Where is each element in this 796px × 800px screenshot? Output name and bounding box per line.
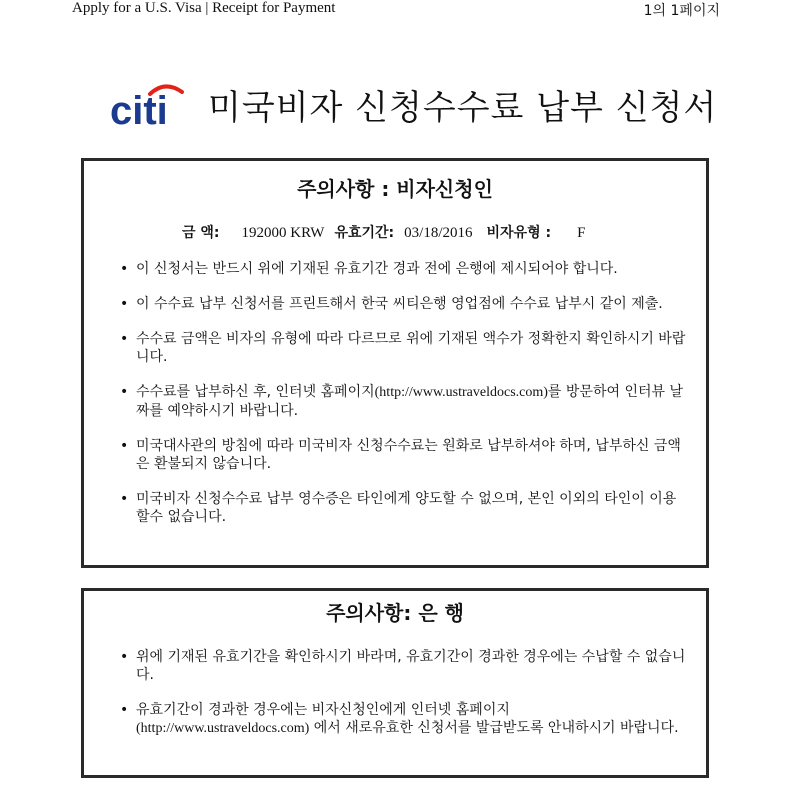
bank-notes-list	[84, 648, 706, 738]
page-header-right: 1의 1페이지	[643, 3, 720, 19]
list-item: • 미국비자 신청수수료 납부 영수증은 타인에게 양도할 수 없으며, 본인 이외의 타인이 이용할수 없습니다.	[120, 490, 686, 526]
title-row	[110, 78, 717, 130]
validity-label: 유효기간:	[334, 225, 395, 241]
payment-info-row	[182, 222, 706, 242]
visa-type-label: 비자유형 :	[486, 225, 552, 241]
applicant-notice-heading: 주의사항 : 비자신청인	[297, 177, 493, 201]
applicant-notes-list	[84, 260, 706, 526]
list-item	[120, 701, 686, 738]
note-text: 에서 새로유효한 신청서를 발급받도록 안내하시기 바랍니다.	[309, 720, 679, 736]
website-link[interactable]: (http://www.ustraveldocs.com)	[136, 721, 310, 736]
applicant-notice-box	[81, 158, 709, 568]
list-item: • 수수료 금액은 비자의 유형에 따라 다르므로 위에 기재된 액수가 정확한지 확인하시기 바랍니다.	[120, 330, 686, 366]
list-item: • 이 수수료 납부 신청서를 프린트해서 한국 씨티은행 영업점에 수수료 납부시 같이 제출.	[120, 295, 686, 313]
validity-value: 03/18/2016	[404, 225, 473, 241]
list-item: • 이 신청서는 반드시 위에 기재된 유효기간 경과 전에 은행에 제시되어야 합니다.	[120, 260, 686, 278]
amount-value: 192000 KRW	[241, 225, 325, 241]
visa-type-value: F	[577, 225, 586, 241]
svg-text:citi: citi	[110, 89, 168, 130]
page-header-left: Apply for a U.S. Visa | Receipt for Payment	[72, 0, 336, 16]
note-text: 수수료를 납부하신 후, 인터넷 홈페이지	[136, 384, 375, 400]
list-item: • 위에 기재된 유효기간을 확인하시기 바라며, 유효기간이 경과한 경우에는 수납할 수 없습니다.	[120, 648, 686, 684]
page-title: 미국비자 신청수수료 납부 신청서	[208, 87, 718, 128]
bank-notice-box	[81, 588, 709, 778]
note-text: 유효기간이 경과한 경우에는 비자신청인에게 인터넷 홈페이지	[136, 702, 510, 718]
citi-logo-icon	[110, 78, 186, 130]
bank-notice-heading: 주의사항: 은 행	[326, 601, 464, 625]
note-text: 를 방문하여 인터뷰 날짜를 예약하시기 바랍니다.	[136, 384, 683, 419]
website-link[interactable]: (http://www.ustraveldocs.com)	[374, 385, 548, 400]
list-item: • 미국대사관의 방침에 따라 미국비자 신청수수료는 원화로 납부하셔야 하며, 납부하신 금액은 환불되지 않습니다.	[120, 437, 686, 473]
amount-label: 금 액:	[182, 225, 220, 241]
list-item	[120, 383, 686, 420]
